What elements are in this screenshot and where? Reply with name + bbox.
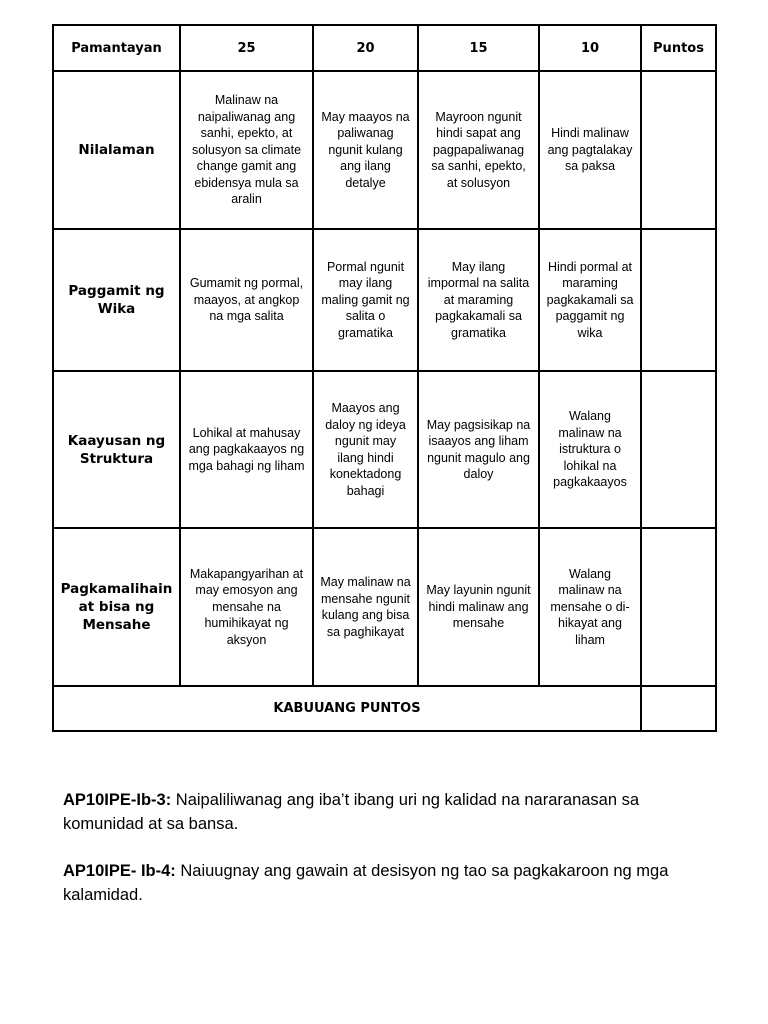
header-score-15: 15	[418, 25, 539, 71]
points-cell	[641, 528, 716, 686]
level-15-description: May layunin ngunit hindi malinaw ang mensahe	[418, 528, 539, 686]
header-points: Puntos	[641, 25, 716, 71]
level-25-description: Malinaw na naipaliwanag ang sanhi, epekto, at solusyon sa climate change gamit ang ebidensya mula sa aralin	[180, 71, 313, 229]
level-10-description: Walang malinaw na istruktura o lohikal na pagkakaayos	[539, 371, 641, 528]
rubric-table	[52, 24, 717, 732]
level-25-description: Gumamit ng pormal, maayos, at angkop na mga salita	[180, 229, 313, 371]
total-points-label: KABUUANG PUNTOS	[53, 686, 641, 731]
level-10-description: Walang malinaw na mensahe o di-hikayat ang liham	[539, 528, 641, 686]
competency-code: AP10IPE- Ib-4:	[63, 862, 176, 880]
rubric-row-paggamit-ng-wika	[53, 229, 716, 371]
points-cell	[641, 71, 716, 229]
competency-text: Naiuugnay ang gawain at desisyon ng tao sa pagkakaroon ng mga kalamidad.	[63, 862, 669, 904]
header-score-25: 25	[180, 25, 313, 71]
level-25-description: Lohikal at mahusay ang pagkakaayos ng mga bahagi ng liham	[180, 371, 313, 528]
header-score-20: 20	[313, 25, 418, 71]
level-25-description: Makapangyarihan at may emosyon ang mensahe na humihikayat ng aksyon	[180, 528, 313, 686]
criterion-label: Nilalaman	[53, 71, 180, 229]
header-score-10: 10	[539, 25, 641, 71]
competency-text: Naipaliliwanag ang iba’t ibang uri ng kalidad na nararanasan sa komunidad at sa bansa.	[63, 791, 640, 833]
level-15-description: May pagsisikap na isaayos ang liham ngunit magulo ang daloy	[418, 371, 539, 528]
level-20-description: Pormal ngunit may ilang maling gamit ng salita o gramatika	[313, 229, 418, 371]
rubric-row-nilalaman	[53, 71, 716, 229]
header-criteria: Pamantayan	[53, 25, 180, 71]
criterion-label: Paggamit ng Wika	[53, 229, 180, 371]
competency-ib-4	[63, 859, 713, 907]
level-15-description: May ilang impormal na salita at maraming pagkakamali sa gramatika	[418, 229, 539, 371]
level-20-description: May malinaw na mensahe ngunit kulang ang bisa sa paghikayat	[313, 528, 418, 686]
rubric-total-row	[53, 686, 716, 731]
points-cell	[641, 371, 716, 528]
rubric-header-row	[53, 25, 716, 71]
level-15-description: Mayroon ngunit hindi sapat ang pagpapaliwanag sa sanhi, epekto, at solusyon	[418, 71, 539, 229]
rubric-row-kaayusan-ng-struktura	[53, 371, 716, 528]
rubric-row-pagkamalihain	[53, 528, 716, 686]
competency-ib-3	[63, 788, 713, 836]
criterion-label: Kaayusan ng Struktura	[53, 371, 180, 528]
level-10-description: Hindi pormal at maraming pagkakamali sa paggamit ng wika	[539, 229, 641, 371]
competency-code: AP10IPE-Ib-3:	[63, 791, 172, 809]
level-20-description: Maayos ang daloy ng ideya ngunit may ilang hindi konektadong bahagi	[313, 371, 418, 528]
level-10-description: Hindi malinaw ang pagtalakay sa paksa	[539, 71, 641, 229]
level-20-description: May maayos na paliwanag ngunit kulang ang ilang detalye	[313, 71, 418, 229]
total-points-cell	[641, 686, 716, 731]
criterion-label: Pagkamalihain at bisa ng Mensahe	[53, 528, 180, 686]
points-cell	[641, 229, 716, 371]
